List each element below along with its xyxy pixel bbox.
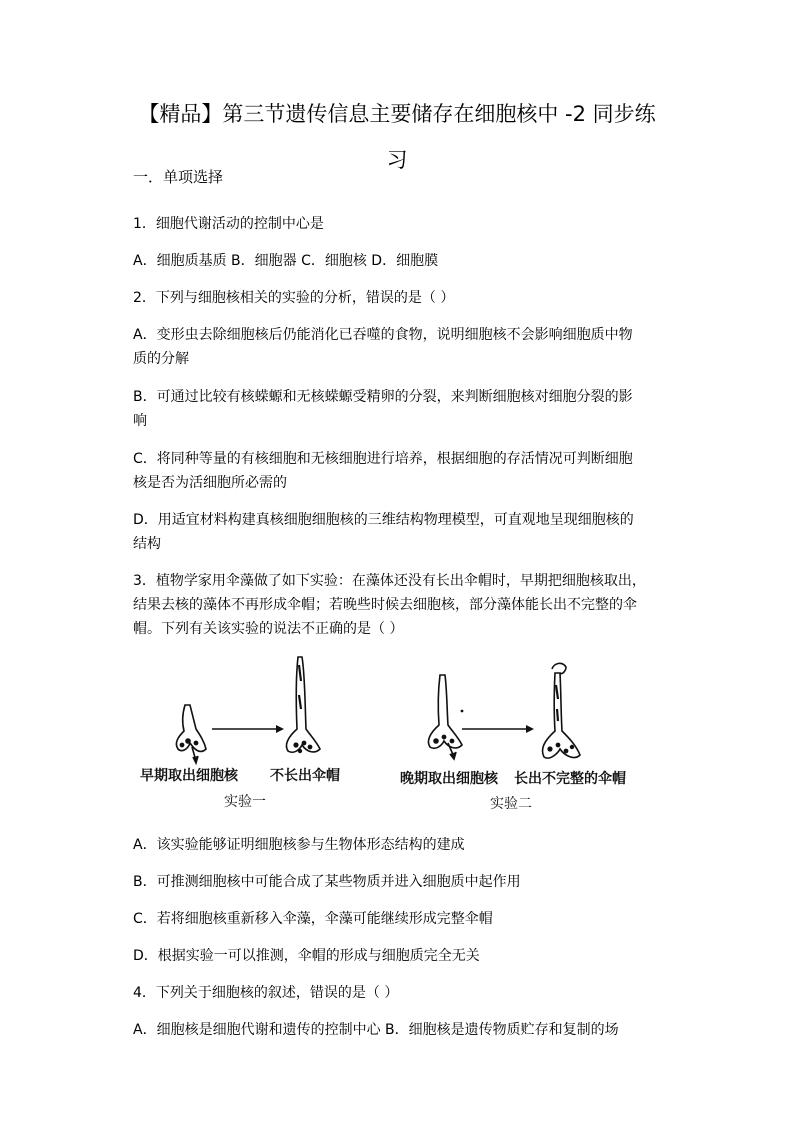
exp2-alga-late-icon [428,675,462,759]
exp1-alga-early-icon [176,705,206,763]
exp2-right-label: 长出不完整的伞帽 [514,771,626,787]
exp1-right-label: 不长出伞帽 [270,768,340,784]
title-line-2: 习 [386,148,408,172]
q3-stem-line-1: 3．植物学家用伞藻做了如下实验：在藻体还没有长出伞帽时，早期把细胞核取出， [133,573,646,589]
exp2-arrow-icon [462,725,534,733]
q3-option-c: C．若将细胞核重新移入伞藻，伞藻可能继续形成完整伞帽 [133,911,493,927]
exp1-alga-no-cap-icon [286,657,320,752]
exp2-left-label: 晚期取出细胞核 [400,771,498,787]
q3-stem-line-2: 结果去核的藻体不再形成伞帽；若晚些时候去细胞核，部分藻体能长出不完整的伞 [133,597,637,613]
exp2-caption: 实验二 [490,796,532,812]
q2-option-b-line-2: 响 [133,413,147,429]
q2-option-d-line-2: 结构 [133,536,161,552]
exp2-alga-incomplete-cap-icon [542,663,580,758]
q2-stem: 2．下列与细胞核相关的实验的分析，错误的是（ ） [133,290,455,306]
q3-option-b: B．可推测细胞核中可能合成了某些物质并进入细胞质中起作用 [133,874,521,890]
acetabularia-experiment-figure [130,645,650,825]
q2-option-c-line-1: C．将同种等量的有核细胞和无核细胞进行培养，根据细胞的存活情况可判断细胞 [133,451,633,467]
q1-options: A．细胞质基质 B．细胞器 C．细胞核 D．细胞膜 [133,253,439,269]
exp1-arrow-icon [212,725,284,733]
experiment-diagram [130,645,650,825]
section-heading: 一．单项选择 [133,168,224,186]
q2-option-d-line-1: D．用适宜材料构建真核细胞细胞核的三维结构物理模型，可直观地呈现细胞核的 [133,512,634,528]
q4-stem: 4．下列关于细胞核的叙述，错误的是（ ） [133,985,399,1001]
q3-option-a: A．该实验能够证明细胞核参与生物体形态结构的建成 [133,837,465,853]
title-line-1: 【精品】第三节遗传信息主要储存在细胞核中 -2 同步练 [138,102,656,126]
q2-option-c-line-2: 核是否为活细胞所必需的 [133,475,287,491]
exp1-caption: 实验一 [224,794,266,810]
q1-stem: 1．细胞代谢活动的控制中心是 [133,216,324,232]
exp1-left-label: 早期取出细胞核 [140,768,238,784]
stray-dot [461,710,464,713]
q4-options-line-1: A．细胞核是细胞代谢和遗传的控制中心 B．细胞核是遗传物质贮存和复制的场 [133,1022,619,1038]
q2-option-a-line-1: A．变形虫去除细胞核后仍能消化已吞噬的食物，说明细胞核不会影响细胞质中物 [133,327,633,343]
q3-option-d: D．根据实验一可以推测，伞帽的形成与细胞质完全无关 [133,948,480,964]
q3-stem-line-3: 帽。下列有关该实验的说法不正确的是（ ） [133,621,404,637]
q2-option-b-line-1: B．可通过比较有核蝾螈和无核蝾螈受精卵的分裂，来判断细胞核对细胞分裂的影 [133,389,633,405]
q2-option-a-line-2: 质的分解 [133,351,189,367]
